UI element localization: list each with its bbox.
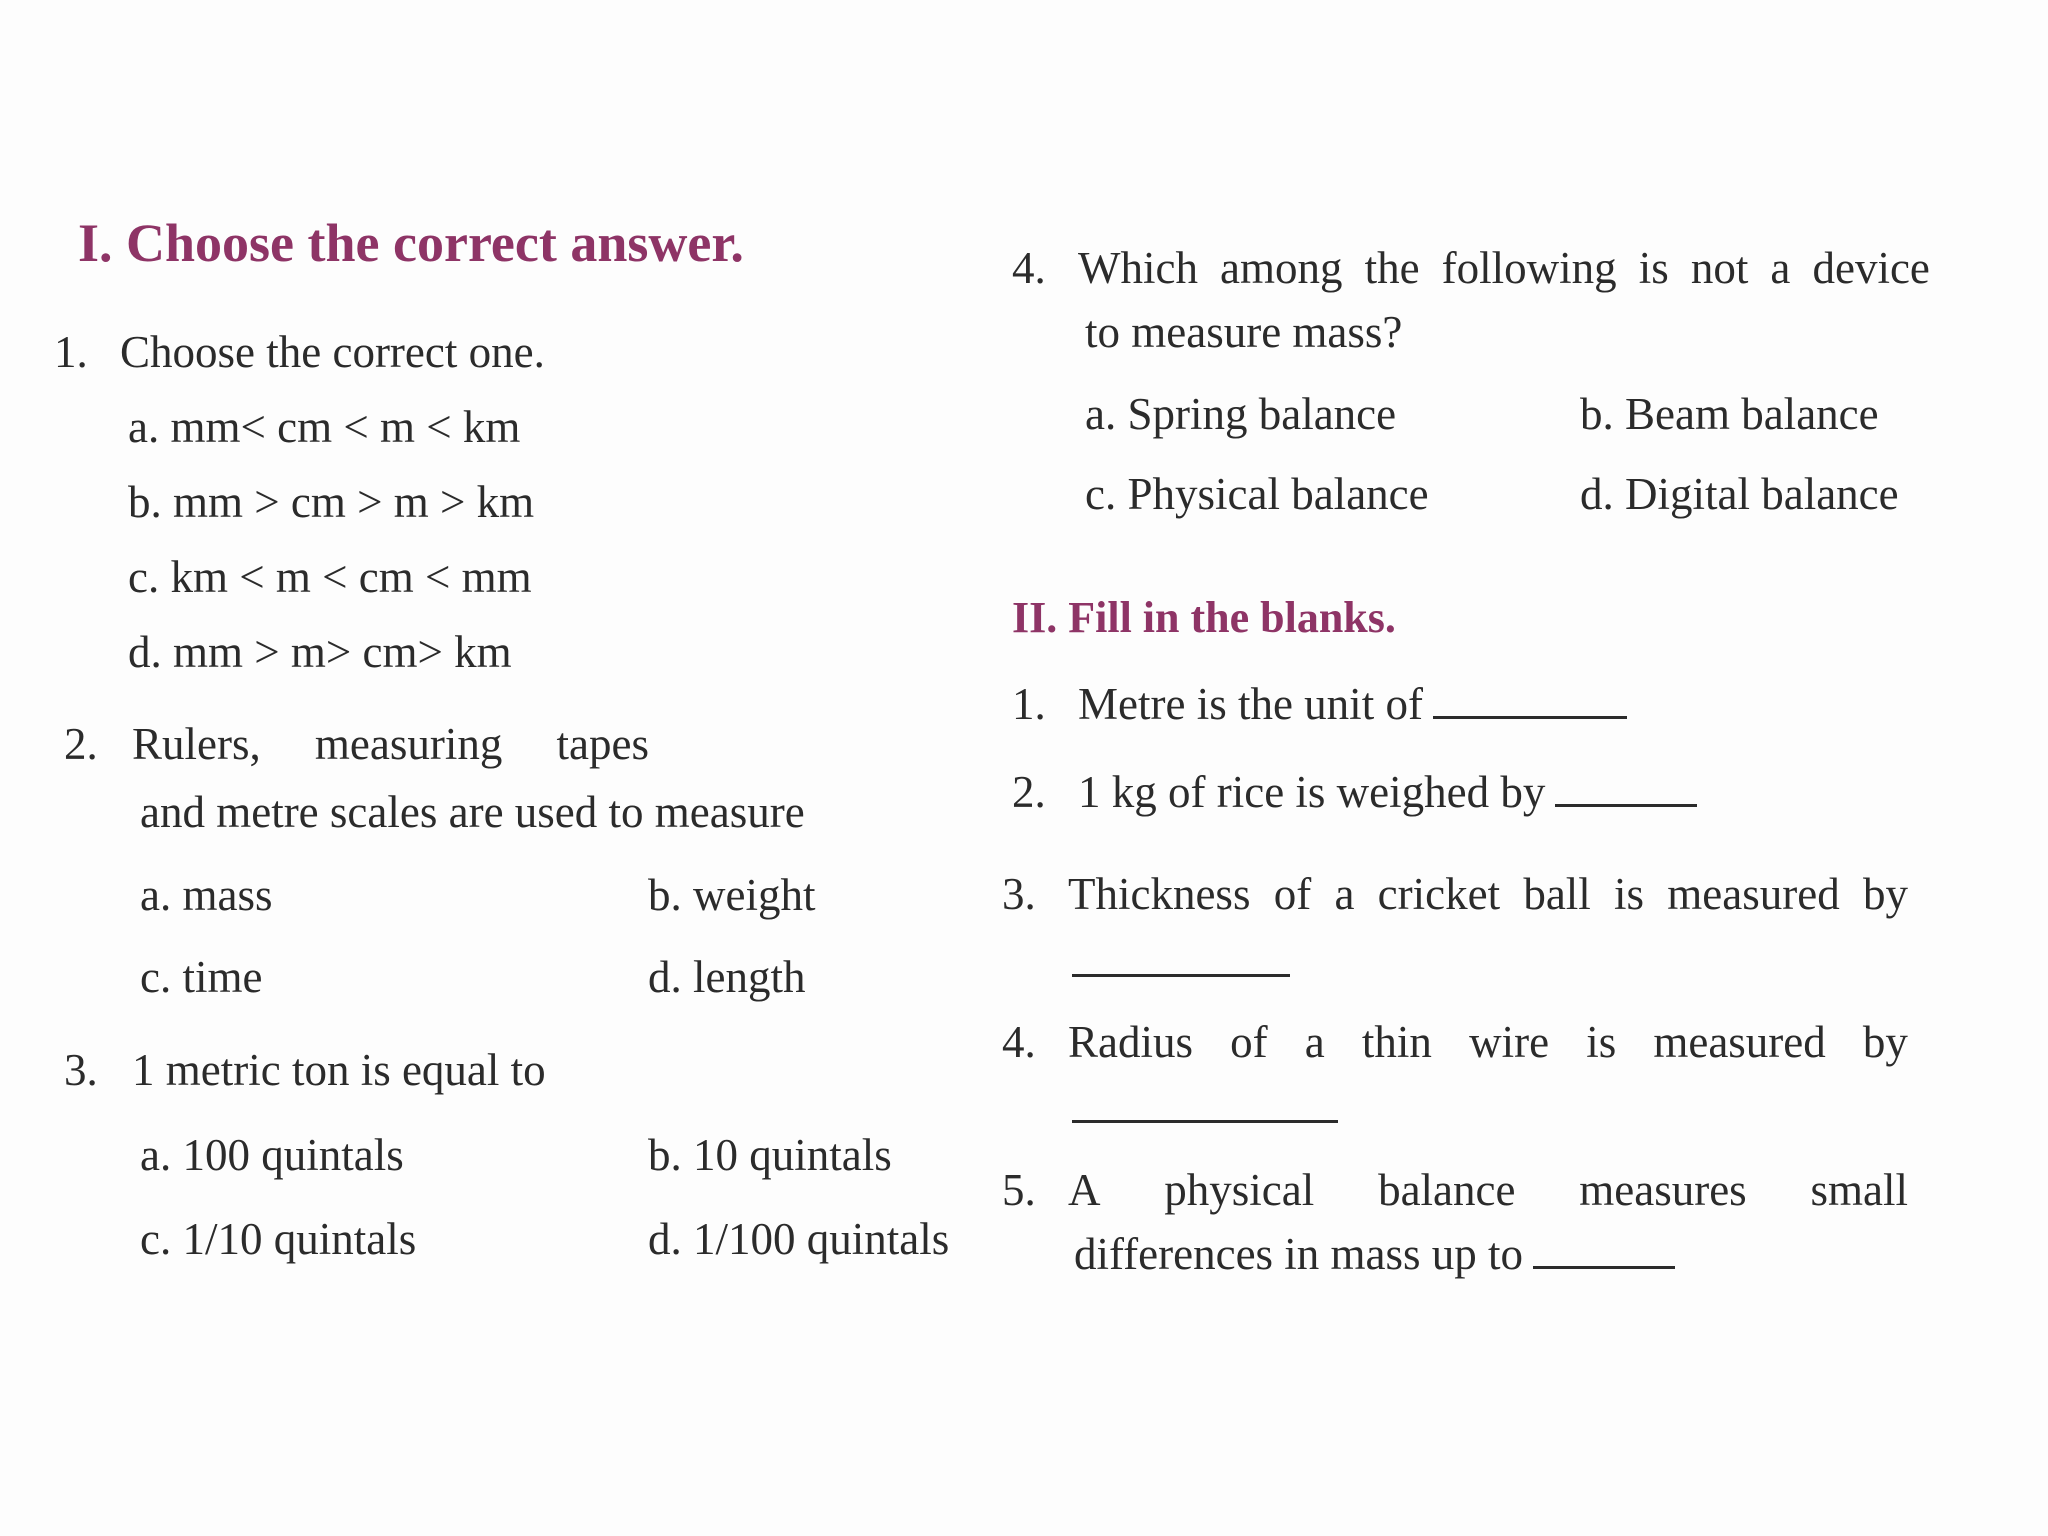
q2-option-c: c. time bbox=[140, 952, 263, 1002]
fill-1-text: Metre is the unit of bbox=[1078, 679, 1423, 729]
fill-5-word: measures bbox=[1579, 1165, 1747, 1215]
q3-option-d: d. 1/100 quintals bbox=[648, 1214, 950, 1264]
fill-4-word: wire bbox=[1469, 1017, 1550, 1067]
q1-option-a: a. mm< cm < m < km bbox=[128, 402, 521, 452]
fill-1-row bbox=[1078, 679, 1627, 729]
q2-option-b: b. weight bbox=[648, 870, 816, 920]
q1-number: 1. bbox=[54, 327, 88, 377]
fill-3-word: measured bbox=[1667, 869, 1840, 919]
fill-4-word: thin bbox=[1361, 1017, 1432, 1067]
q1-option-b: b. mm > cm > m > km bbox=[128, 477, 535, 527]
q4-option-b: b. Beam balance bbox=[1580, 389, 1879, 439]
fill-3-word: cricket bbox=[1377, 869, 1501, 919]
q4-word: the bbox=[1364, 243, 1420, 293]
fill-4-number: 4. bbox=[1002, 1017, 1036, 1067]
q2-word: measuring bbox=[314, 719, 503, 769]
q4-option-c: c. Physical balance bbox=[1085, 469, 1429, 519]
fill-3-word: is bbox=[1614, 869, 1645, 919]
q4-text-line2: to measure mass? bbox=[1085, 307, 1403, 357]
fill-5-blank bbox=[1533, 1266, 1675, 1269]
q4-option-a: a. Spring balance bbox=[1085, 389, 1397, 439]
fill-3-blank bbox=[1072, 974, 1290, 977]
q2-text-line2: and metre scales are used to measure bbox=[140, 787, 805, 837]
q3-text: 1 metric ton is equal to bbox=[132, 1045, 546, 1095]
q2-text-line1 bbox=[132, 719, 649, 769]
q4-word: is bbox=[1638, 243, 1669, 293]
fill-4-word: measured bbox=[1653, 1017, 1826, 1067]
fill-4-word: is bbox=[1586, 1017, 1617, 1067]
fill-4-word: a bbox=[1304, 1017, 1325, 1067]
fill-5-word: balance bbox=[1378, 1165, 1516, 1215]
fill-2-blank bbox=[1555, 804, 1697, 807]
q2-word: Rulers, bbox=[132, 719, 261, 769]
q1-text: Choose the correct one. bbox=[120, 327, 545, 377]
fill-3-number: 3. bbox=[1002, 869, 1036, 919]
fill-5-text: differences in mass up to bbox=[1074, 1229, 1524, 1279]
q3-option-a: a. 100 quintals bbox=[140, 1130, 404, 1180]
fill-3-word: ball bbox=[1523, 869, 1591, 919]
q4-word: following bbox=[1441, 243, 1617, 293]
fill-4-word: by bbox=[1862, 1017, 1908, 1067]
q1-option-c: c. km < m < cm < mm bbox=[128, 552, 532, 602]
q4-word: among bbox=[1220, 243, 1343, 293]
fill-5-word: physical bbox=[1164, 1165, 1315, 1215]
fill-1-blank bbox=[1433, 716, 1627, 719]
fill-3-word: by bbox=[1862, 869, 1908, 919]
q2-word: tapes bbox=[556, 719, 649, 769]
q4-word: Which bbox=[1078, 243, 1198, 293]
fill-3-text bbox=[1068, 869, 1908, 919]
fill-4-text bbox=[1068, 1017, 1908, 1067]
fill-2-text: 1 kg of rice is weighed by bbox=[1078, 767, 1546, 817]
q4-word: a bbox=[1770, 243, 1791, 293]
q4-number: 4. bbox=[1012, 243, 1046, 293]
fill-5-word: A bbox=[1068, 1165, 1101, 1215]
q2-number: 2. bbox=[64, 719, 98, 769]
fill-3-word: Thickness bbox=[1068, 869, 1251, 919]
q3-option-b: b. 10 quintals bbox=[648, 1130, 892, 1180]
q4-text-line1 bbox=[1078, 243, 1930, 293]
section-1-heading: I. Choose the correct answer. bbox=[78, 213, 744, 273]
fill-1-number: 1. bbox=[1012, 679, 1046, 729]
q2-option-d: d. length bbox=[648, 952, 806, 1002]
fill-3-word: of bbox=[1273, 869, 1312, 919]
fill-4-word: Radius bbox=[1068, 1017, 1194, 1067]
q3-option-c: c. 1/10 quintals bbox=[140, 1214, 417, 1264]
fill-5-number: 5. bbox=[1002, 1165, 1036, 1215]
q1-option-d: d. mm > m> cm> km bbox=[128, 627, 512, 677]
fill-5-word: small bbox=[1810, 1165, 1908, 1215]
fill-3-word: a bbox=[1334, 869, 1355, 919]
q4-word: not bbox=[1690, 243, 1749, 293]
fill-4-word: of bbox=[1230, 1017, 1268, 1067]
fill-2-row bbox=[1078, 767, 1697, 817]
q4-word: device bbox=[1812, 243, 1930, 293]
q2-option-a: a. mass bbox=[140, 870, 273, 920]
fill-5-text-line2 bbox=[1074, 1229, 1675, 1279]
fill-4-blank bbox=[1072, 1120, 1338, 1123]
fill-2-number: 2. bbox=[1012, 767, 1046, 817]
section-2-heading: II. Fill in the blanks. bbox=[1012, 593, 1396, 642]
q4-option-d: d. Digital balance bbox=[1580, 469, 1899, 519]
q3-number: 3. bbox=[64, 1045, 98, 1095]
fill-5-text-line1 bbox=[1068, 1165, 1908, 1215]
